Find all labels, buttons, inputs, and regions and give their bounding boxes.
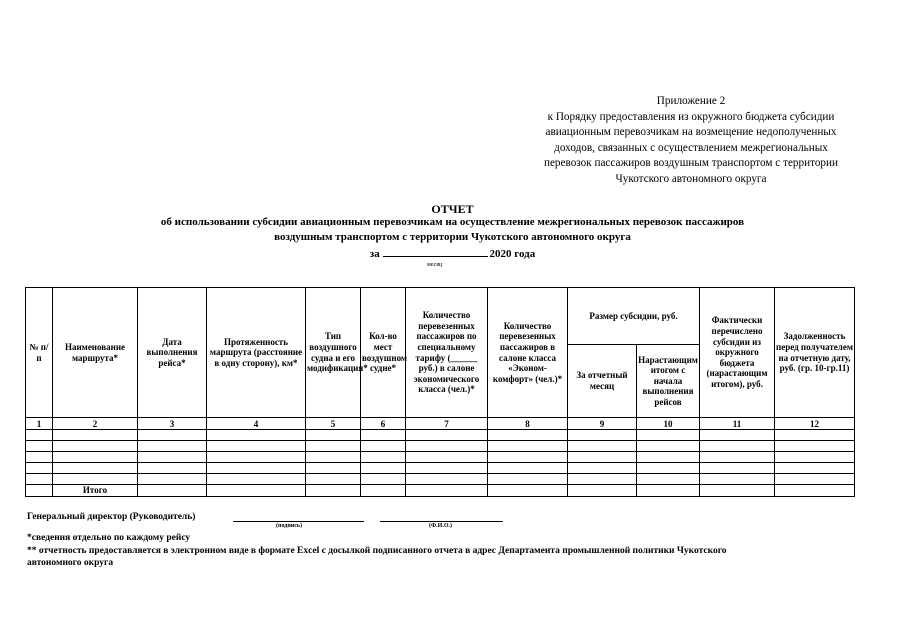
table-cell[interactable] xyxy=(568,441,637,452)
column-number: 9 xyxy=(568,418,637,430)
table-cell[interactable] xyxy=(306,485,361,497)
period-suffix: 2020 года xyxy=(489,248,536,260)
table-cell[interactable] xyxy=(637,474,700,485)
table-cell[interactable] xyxy=(775,474,855,485)
table-cell[interactable] xyxy=(207,452,306,463)
column-number: 12 xyxy=(775,418,855,430)
name-caption: (Ф.И.О.) xyxy=(429,523,452,529)
table-row xyxy=(26,452,855,463)
signature-line[interactable] xyxy=(233,521,364,522)
table-cell[interactable] xyxy=(488,441,568,452)
header-transferred: Фактически перечислено субсидии из окружного бюджета (нарастающим итогом), руб. xyxy=(700,288,775,418)
column-number: 11 xyxy=(700,418,775,430)
header-economy-passengers: Количество перевезенных пассажиров по специальному тарифу (______ руб.) в салоне экономического класса (чел.)* xyxy=(406,288,488,418)
table-row xyxy=(26,430,855,441)
table-row xyxy=(26,474,855,485)
table-cell[interactable] xyxy=(26,463,53,474)
report-period xyxy=(0,246,905,260)
signature-label: Генеральный директор (Руководитель) xyxy=(27,512,196,522)
table-cell[interactable] xyxy=(700,430,775,441)
table-cell[interactable] xyxy=(306,441,361,452)
appendix-block xyxy=(505,94,877,188)
table-cell[interactable] xyxy=(26,452,53,463)
table-cell[interactable] xyxy=(700,485,775,497)
header-debt: Задолженность перед получателем на отчетную дату, руб. (гр. 10-гр.11) xyxy=(775,288,855,418)
table-cell[interactable] xyxy=(488,463,568,474)
table-cell[interactable] xyxy=(361,463,406,474)
column-number: 6 xyxy=(361,418,406,430)
header-subsidy-cumulative: Нарастающим итогом с начала выполнения рейсов xyxy=(637,345,700,418)
header-flight-date: Дата выполнения рейса* xyxy=(138,288,207,418)
report-subtitle: воздушным транспортом с территории Чукотского автономного округа xyxy=(274,231,631,243)
table-cell[interactable] xyxy=(406,430,488,441)
table-cell[interactable] xyxy=(361,441,406,452)
table-cell[interactable] xyxy=(488,430,568,441)
header-comfort-passengers: Количество перевезенных пассажиров в салоне класса «Эконом-комфорт» (чел.)* xyxy=(488,288,568,418)
table-cell[interactable] xyxy=(207,430,306,441)
header-aircraft-type: Тип воздушного судна и его модификация* xyxy=(306,288,361,418)
table-cell[interactable] xyxy=(406,485,488,497)
table-row xyxy=(26,441,855,452)
table-cell[interactable] xyxy=(637,463,700,474)
table-cell[interactable] xyxy=(568,463,637,474)
header-seats: Кол-во мест воздушном судне* xyxy=(361,288,406,418)
appendix-line: Приложение 2 xyxy=(656,95,726,107)
header-route-length: Протяженность маршрута (расстояние в одну сторону), км* xyxy=(207,288,306,418)
column-number: 4 xyxy=(207,418,306,430)
table-cell[interactable] xyxy=(138,474,207,485)
table-cell[interactable] xyxy=(306,463,361,474)
column-number: 8 xyxy=(488,418,568,430)
total-row xyxy=(26,485,855,497)
footnote: *сведения отдельно по каждому рейсу xyxy=(27,533,191,543)
table-cell[interactable] xyxy=(700,463,775,474)
report-table xyxy=(25,287,855,497)
table-cell[interactable] xyxy=(26,441,53,452)
appendix-line: к Порядку предоставления из окружного бюджета субсидии xyxy=(547,110,835,123)
total-label: Итого xyxy=(53,485,138,497)
table-cell[interactable] xyxy=(138,485,207,497)
table-cell[interactable] xyxy=(53,430,138,441)
table-cell[interactable] xyxy=(138,463,207,474)
period-prefix: за xyxy=(369,248,380,260)
table-cell[interactable] xyxy=(406,441,488,452)
table-cell[interactable] xyxy=(568,485,637,497)
table-cell[interactable] xyxy=(775,441,855,452)
table-cell[interactable] xyxy=(488,452,568,463)
table-cell[interactable] xyxy=(700,441,775,452)
table-cell[interactable] xyxy=(26,485,53,497)
appendix-line: авиационным перевозчикам на возмещение недополученных xyxy=(545,126,837,139)
table-cell[interactable] xyxy=(700,474,775,485)
table-cell[interactable] xyxy=(207,441,306,452)
table-cell[interactable] xyxy=(568,430,637,441)
header-subsidy-month: За отчетный месяц xyxy=(568,345,637,418)
footnote: ** отчетность предоставляется в электронном виде в формате Excel с досылкой подписанного отчета в адрес Департамента промышленной политики Чукотского xyxy=(27,546,727,556)
table-cell[interactable] xyxy=(406,474,488,485)
table-cell[interactable] xyxy=(637,452,700,463)
table-cell[interactable] xyxy=(53,452,138,463)
table-cell[interactable] xyxy=(406,463,488,474)
footnote: автономного округа xyxy=(27,558,114,568)
table-cell[interactable] xyxy=(26,474,53,485)
table-cell[interactable] xyxy=(361,474,406,485)
table-cell[interactable] xyxy=(207,463,306,474)
report-title: ОТЧЕТ xyxy=(431,202,474,216)
header-route-name: Наименование маршрута* xyxy=(53,288,138,418)
column-number: 2 xyxy=(53,418,138,430)
appendix-line: перевозок пассажиров воздушным транспортом с территории xyxy=(543,157,838,170)
table-cell[interactable] xyxy=(637,430,700,441)
table-cell[interactable] xyxy=(775,463,855,474)
table-cell[interactable] xyxy=(361,485,406,497)
column-number: 5 xyxy=(306,418,361,430)
table-cell[interactable] xyxy=(406,452,488,463)
table-cell[interactable] xyxy=(637,485,700,497)
table-cell[interactable] xyxy=(53,441,138,452)
period-month-caption: месяц xyxy=(427,262,443,268)
table-cell[interactable] xyxy=(306,452,361,463)
header-number: № п/п xyxy=(26,288,53,418)
column-number: 10 xyxy=(637,418,700,430)
table-cell[interactable] xyxy=(361,430,406,441)
table-cell[interactable] xyxy=(700,452,775,463)
table-cell[interactable] xyxy=(361,452,406,463)
column-number: 1 xyxy=(26,418,53,430)
report-subtitle: об использовании субсидии авиационным перевозчикам на осуществление межрегиональных перевозок пассажиров xyxy=(160,216,745,228)
table-cell[interactable] xyxy=(138,430,207,441)
column-numbers-row xyxy=(26,418,855,430)
table-cell[interactable] xyxy=(568,452,637,463)
appendix-line: Чукотского автономного округа xyxy=(615,172,767,185)
table-cell[interactable] xyxy=(775,485,855,497)
table-cell[interactable] xyxy=(306,474,361,485)
table-cell[interactable] xyxy=(568,474,637,485)
table-cell[interactable] xyxy=(138,441,207,452)
table-cell[interactable] xyxy=(488,485,568,497)
table-cell[interactable] xyxy=(488,474,568,485)
table-cell[interactable] xyxy=(775,430,855,441)
table-cell[interactable] xyxy=(138,452,207,463)
signature-caption: (подпись) xyxy=(276,523,303,529)
table-cell[interactable] xyxy=(306,430,361,441)
table-cell[interactable] xyxy=(26,430,53,441)
table-row xyxy=(26,463,855,474)
column-number: 7 xyxy=(406,418,488,430)
table-cell[interactable] xyxy=(53,474,138,485)
table-cell[interactable] xyxy=(53,463,138,474)
table-cell[interactable] xyxy=(207,474,306,485)
name-line[interactable] xyxy=(380,521,503,522)
table-cell[interactable] xyxy=(637,441,700,452)
header-subsidy-group: Размер субсидии, руб. xyxy=(568,288,700,345)
period-month-blank xyxy=(383,246,488,257)
table-cell[interactable] xyxy=(775,452,855,463)
table-cell[interactable] xyxy=(207,485,306,497)
appendix-line: доходов, связанных с осуществлением межрегиональных xyxy=(554,141,828,154)
column-number: 3 xyxy=(138,418,207,430)
